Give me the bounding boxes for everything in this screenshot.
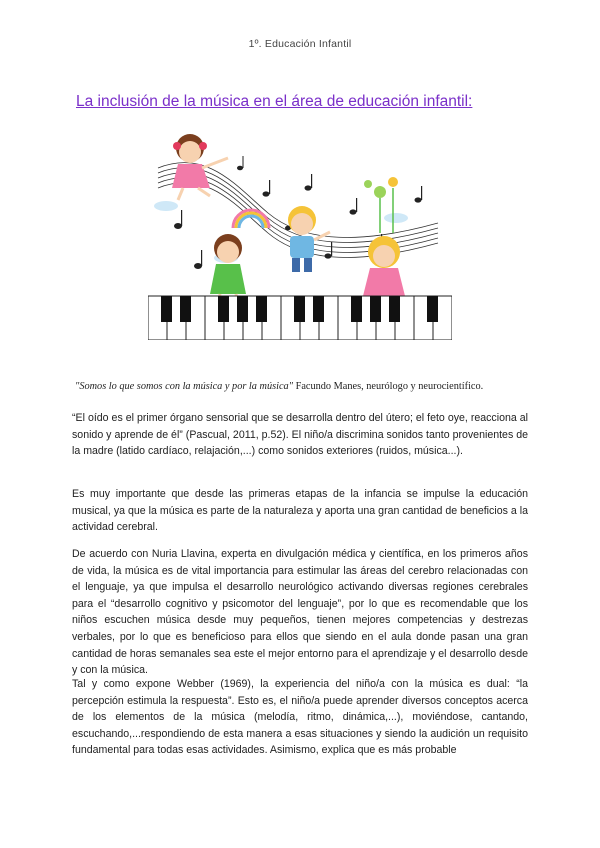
- quote-text: "Somos lo que somos con la música y por la música": [75, 381, 294, 392]
- quote-author: Facundo Manes, neurólogo y neurocientífico.: [293, 381, 484, 392]
- flowers: [364, 177, 398, 233]
- rainbow: [233, 210, 269, 228]
- document-title: La inclusión de la música en el área de educación infantil:: [76, 93, 473, 110]
- girl-top-figure: [172, 134, 228, 200]
- girl-left-figure: [210, 234, 246, 306]
- page-header: 1º. Educación Infantil: [248, 38, 352, 50]
- epigraph-quote: [75, 381, 535, 392]
- paragraph: “El oído es el primer órgano sensorial que se desarrolla dentro del útero; el feto oye, reacciona al sonido y aprende de él” (Pascual, 2011, p.52). El niño/a discrimina sonidos tanto provenientes de la madre (latido cardíaco, relajación,...) como sonidos exteriores (ruidos, música...).: [72, 412, 528, 458]
- piano-keyboard: [148, 296, 452, 340]
- boy-middle-figure: [288, 206, 330, 272]
- paragraph: Tal y como expone Webber (1969), la experiencia del niño/a con la música es dual: “la percepción estimula la respuesta”. Esto es, el niño/a puede aprender diversos conceptos acerca de los elementos de la música (melodía, ritmo, dinámica,...), moviéndose, cantando, escuchando,...respondiendo de esta manera a esas situaciones y siendo la audición un requisito fundamental para todas esas actividades. Asimismo, explica que es más probable: [72, 678, 528, 757]
- children-music-piano-illustration: [148, 128, 452, 340]
- paragraph: De acuerdo con Nuria Llavina, experta en divulgación médica y científica, en los primeros años de vida, la música es de vital importancia para estimular las áreas del cerebro relacionadas con el lenguaje, ya que impulsa el desarrollo neurológico activando diversas regiones cerebrales para el “desarrollo cognitivo y psicomotor del lenguaje”, por lo que es recomendable que los niños escuchen música desde muy pequeños, tienen mejores competencias y destrezas verbales, por lo que es beneficioso para ellos que siendo en el aula donde pasan una gran cantidad de horas semanales sea este el mejor entorno para el aprendizaje y el desarrollo desde y con la música.: [72, 548, 528, 677]
- paragraph: Es muy importante que desde las primeras etapas de la infancia se impulse la educación musical, ya que la música es parte de la naturaleza y aporta una gran cantidad de beneficios a la actividad cerebral.: [72, 488, 528, 534]
